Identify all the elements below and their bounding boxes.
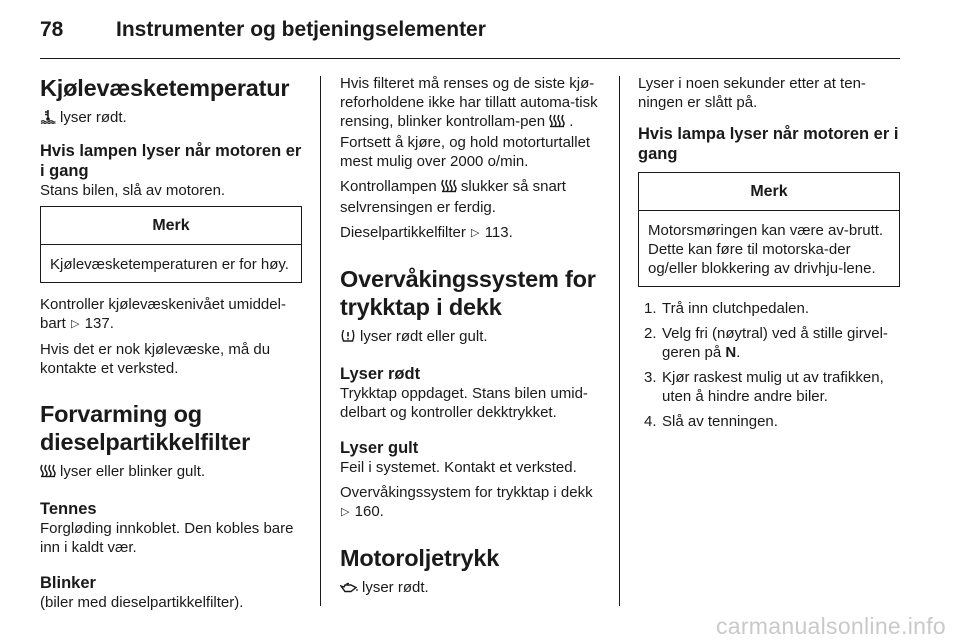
tennes-heading: Tennes [40,500,97,518]
coolant-intro-text: lyser rødt. [60,109,127,126]
section-title-oil-pressure: Motoroljetrykk [340,545,500,571]
step-text: Slå av tenningen. [662,413,778,430]
glow-plug-icon [40,463,56,483]
page-title: Instrumenter og betjeningselementer [116,18,486,41]
note-2-body: Motorsmøringen kan være av-brutt. Dette kan føre til motorska-der og/eller blokkering av drivhju-lene. [648,222,884,277]
step-tail: . [736,344,741,361]
tpms-ref-paragraph [340,483,602,522]
coolant-check-text: Kontroller kjølevæskenivået umiddel-bart [40,296,286,332]
list-item [638,412,900,431]
column-2 [340,74,602,605]
step-number: 1. [644,300,657,317]
filter-text-a: Hvis filteret må renses og de siste kjø-reforholdene ikke har tillatt automa-tisk rensing, blinker kontrollam-pen [340,75,598,130]
page-header [40,18,920,48]
filter-ref-page[interactable]: 113. [484,224,513,241]
note-box-1 [40,206,302,283]
column-divider-2 [619,76,620,606]
glow-plug-icon [549,113,565,133]
blinker-text: (biler med dieselpartikkelfilter). [40,594,244,611]
step-bold-text: N [725,344,737,361]
oil-intro [340,578,602,599]
oil-can-icon [340,580,358,599]
note-box-2 [638,172,900,287]
tpms-ref-text: Overvåkingssystem for trykktap i dekk [340,484,593,501]
step-text: Trå inn clutchpedalen. [662,300,810,317]
section-title-preheat: Forvarming og dieselpartikkelfilter [40,401,251,455]
lamp-off-text-a: Kontrollampen [340,178,437,195]
tennes-text: Forgløding innkoblet. Den kobles bare inn i kaldt vær. [40,520,294,556]
yellow-lamp-text: Feil i systemet. Kontakt et verksted. [340,459,577,476]
tpms-intro-text: lyser rødt eller gult. [360,328,488,345]
list-item [638,299,900,318]
column-divider-1 [320,76,321,606]
column-1 [40,74,302,618]
step-number: 2. [644,325,657,342]
glow-plug-icon [441,178,457,198]
list-item [638,368,900,406]
step-text: Kjør raskest mulig ut av trafikken, uten å hindre andre biler. [662,369,884,405]
column-3 [638,74,900,437]
steps-list [638,299,900,431]
page-ref-arrow-icon: ▷ [471,227,480,239]
oil-intro-text: lyser rødt. [362,579,429,596]
note-2-heading: Merk [639,173,899,211]
lamp-off-text-b: slukker så snart selvrensingen er ferdig. [340,178,566,216]
filter-ref-text: Dieselpartikkelfilter [340,224,466,241]
coolant-subtext: Stans bilen, slå av motoren. [40,182,226,199]
step-text: Velg fri (nøytral) ved å stille girvel-geren på [662,325,888,361]
step-number: 3. [644,369,657,386]
lamp-off-paragraph [340,177,602,217]
filter-paragraph [340,74,602,171]
oil-subheading: Hvis lampa lyser når motoren er i gang [638,125,899,163]
section-title-tpms: Overvåkingssystem for trykktap i dekk [340,266,596,320]
coolant-check-paragraph [40,295,302,334]
red-lamp-text: Trykktap oppdaget. Stans bilen umid-delbart og kontroller dekktrykket. [340,385,588,421]
watermark: carmanualsonline.info [715,613,946,639]
coolant-intro [40,108,302,129]
filter-ref-paragraph [340,223,602,243]
page-ref-arrow-icon: ▷ [341,506,350,518]
blinker-heading: Blinker [40,574,96,592]
note-1-heading: Merk [41,207,301,245]
list-item [638,324,900,362]
step-number: 4. [644,413,657,430]
preheat-intro-text: lyser eller blinker gult. [60,463,206,480]
page-number: 78 [40,18,64,41]
coolant-subheading: Hvis lampen lyser når motoren er i gang [40,142,302,180]
section-title-coolant: Kjølevæsketemperatur [40,75,290,101]
page-ref-arrow-icon: ▷ [71,318,80,330]
coolant-check-ref[interactable]: 137. [84,315,114,332]
red-lamp-heading: Lyser rødt [340,365,421,383]
yellow-lamp-heading: Lyser gult [340,439,419,457]
filter-text-b: . Fortsett å kjøre, og hold motorturtallet mest mulig over 2000 o/min. [340,113,591,170]
preheat-intro [40,462,302,483]
header-rule [40,58,900,59]
tpms-intro [340,327,602,348]
coolant-workshop-paragraph: Hvis det er nok kjølevæske, må du kontakte et verksted. [40,341,271,377]
tire-pressure-icon [340,328,356,348]
coolant-temperature-icon [40,109,56,129]
note-1-body: Kjølevæsketemperaturen er for høy. [50,256,289,273]
oil-lamp-paragraph: Lyser i noen sekunder etter at ten-ningen er slått på. [638,75,866,111]
tpms-ref-page[interactable]: 160. [354,503,384,520]
